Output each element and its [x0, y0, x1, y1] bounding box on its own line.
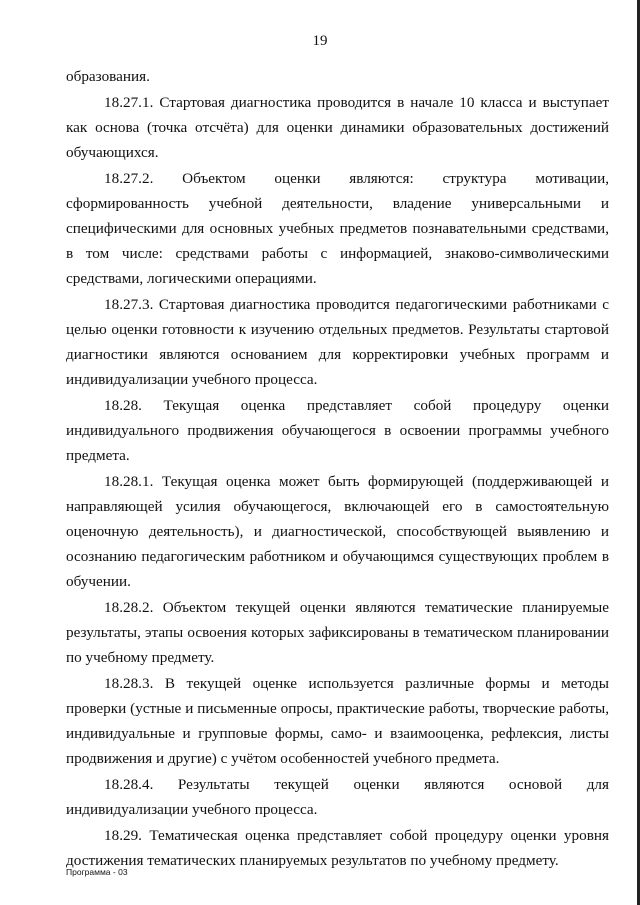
page-number: 19 — [312, 33, 328, 49]
paragraph: 18.27.3. Стартовая диагностика проводится педагогическими работниками с целью оценки готовности к изучению отдельных предметов. Результаты стартовой диагностики являются основанием для корректировки учебных программ и индивидуализации учебного процесса. — [66, 296, 609, 388]
document-body — [66, 64, 609, 874]
paragraph: 18.27.1. Стартовая диагностика проводится в начале 10 класса и выступает как основа (точка отсчёта) для оценки динамики образовательных достижений обучающихся. — [66, 94, 609, 161]
paragraph: 18.28.3. В текущей оценке используется различные формы и методы проверки (устные и письменные опросы, практические работы, творческие работы, индивидуальные и групповые формы, само- и взаимооценка, рефлексия, листы продвижения и другие) с учётом особенностей учебного предмета. — [66, 675, 609, 767]
paragraph: 18.28.2. Объектом текущей оценки являются тематические планируемые результаты, этапы освоения которых зафиксированы в тематическом планировании по учебному предмету. — [66, 599, 609, 666]
paragraph: образования. — [66, 68, 150, 85]
page-footer: Программа - 03 — [66, 867, 128, 877]
paragraph: 18.28.4. Результаты текущей оценки являются основой для индивидуализации учебного процесса. — [66, 776, 609, 818]
paragraph: 18.27.2. Объектом оценки являются: структура мотивации, сформированность учебной деятельности, владение универсальными и специфическими для основных учебных предметов познавательными средствами, в том числе: средствами работы с информацией, знаково-символическими средствами, логическими операциями. — [66, 170, 609, 287]
paragraph: 18.29. Тематическая оценка представляет собой процедуру оценки уровня достижения тематических планируемых результатов по учебному предмету. — [66, 827, 609, 869]
paragraph: 18.28.1. Текущая оценка может быть формирующей (поддерживающей и направляющей усилия обучающегося, включающей его в самостоятельную оценочную деятельность), и диагностической, способствующей выявлению и осознанию педагогическим работником и обучающимся существующих проблем в обучении. — [66, 473, 609, 590]
paragraph: 18.28. Текущая оценка представляет собой процедуру оценки индивидуального продвижения обучающегося в освоении программы учебного предмета. — [66, 397, 609, 464]
